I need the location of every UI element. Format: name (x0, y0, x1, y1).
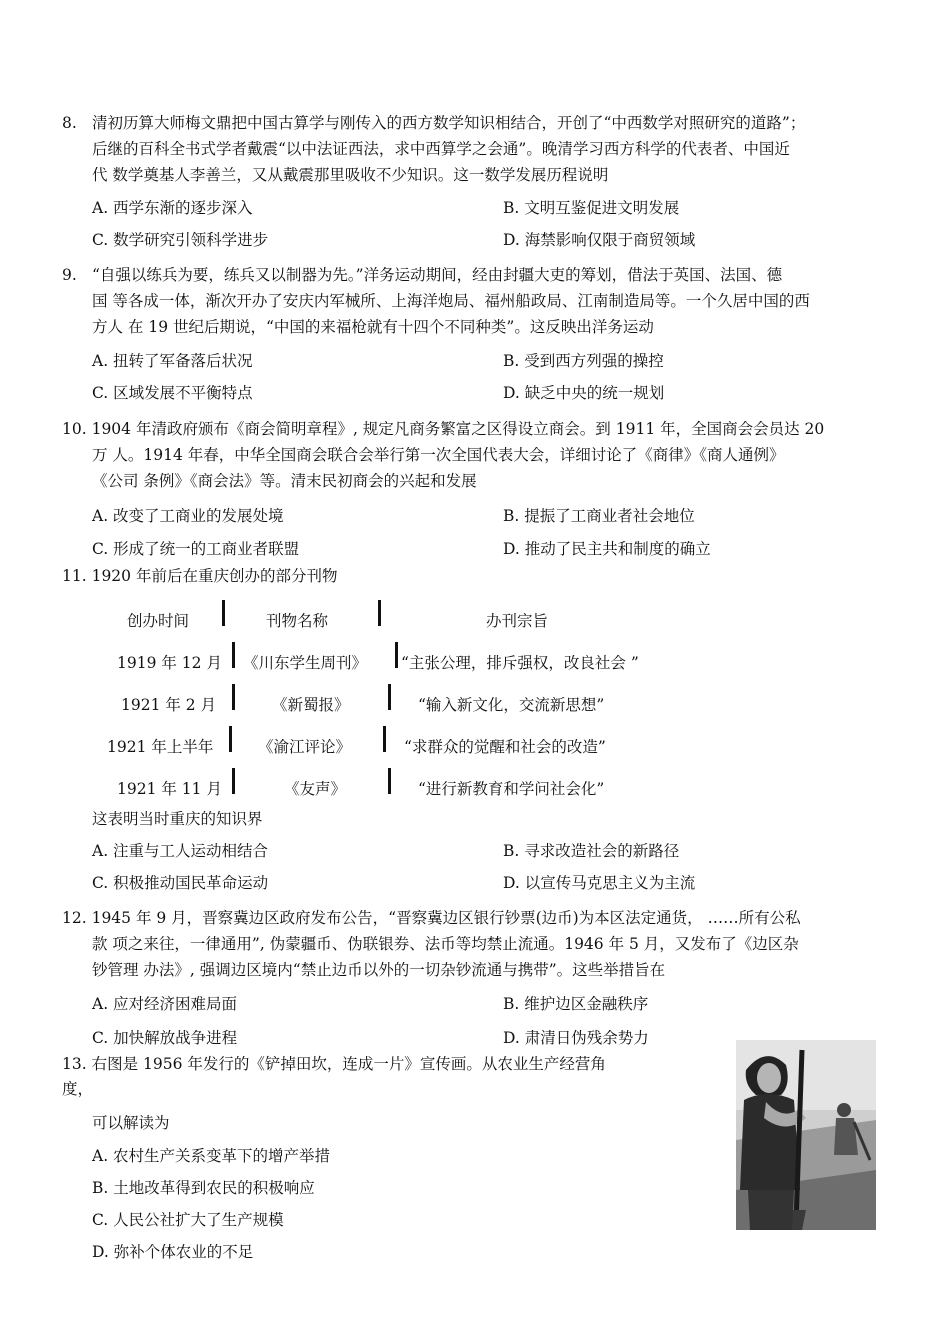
option-b[interactable]: B. 寻求改造社会的新路径 (503, 842, 680, 860)
stem-line: 代 数学奠基人李善兰，又从戴震那里吸收不少知识。这一数学发展历程说明 (92, 166, 609, 184)
option-b[interactable]: B. 土地改革得到农民的积极响应 (92, 1179, 315, 1197)
question-9 (62, 262, 892, 340)
question-12 (62, 905, 902, 983)
table-header-purpose: 办刊宗旨 (486, 612, 549, 630)
stem-line: 后继的百科全书式学者戴震“以中法证西法，求中西算学之会通”。晚清学习西方科学的代表者、中国近 (92, 140, 790, 158)
option-c[interactable]: C. 数学研究引领科学进步 (92, 231, 269, 249)
question-number: 8. (62, 114, 77, 132)
table-divider (229, 726, 232, 752)
table-divider (383, 726, 386, 752)
option-a[interactable]: A. 应对经济困难局面 (92, 995, 238, 1013)
stem-line: 方人 在 19 世纪后期说，“中国的来福枪就有十四个不同种类”。这反映出洋务运动 (92, 318, 654, 336)
option-d[interactable]: D. 缺乏中央的统一规划 (503, 384, 665, 402)
table-header-date: 创办时间 (127, 612, 190, 630)
table-cell-name: 《友声》 (284, 780, 347, 798)
table-cell-date: 1919 年 12 月 (117, 654, 222, 672)
table-cell-date: 1921 年上半年 (107, 738, 214, 756)
option-d[interactable]: D. 以宣传马克思主义为主流 (503, 874, 696, 892)
stem-line: 10. 1904 年清政府颁布《商会简明章程》, 规定凡商务繁富之区得设立商会。到 1911 年，全国商会会员达 20 (62, 420, 825, 438)
table-cell-purpose: “输入新文化，交流新思想” (418, 696, 605, 714)
table-cell-name: 《渝江评论》 (258, 738, 352, 756)
option-a[interactable]: A. 扭转了军备落后状况 (92, 352, 253, 370)
option-a[interactable]: A. 西学东渐的逐步深入 (92, 199, 253, 217)
table-divider (232, 642, 235, 668)
question-11-stem: 11. 1920 年前后在重庆创办的部分刊物 (62, 567, 338, 585)
stem-line: 12. 1945 年 9 月，晋察冀边区政府发布公告，“晋察冀边区银行钞票(边币)为本区法定通货， ……所有公私 (62, 909, 801, 927)
option-c[interactable]: C. 区域发展不平衡特点 (92, 384, 253, 402)
table-divider (395, 642, 398, 668)
table-cell-purpose: “求群众的觉醒和社会的改造” (404, 738, 606, 756)
propaganda-poster-image (736, 1040, 876, 1230)
question-11-conclusion: 这表明当时重庆的知识界 (92, 810, 263, 828)
option-b[interactable]: B. 提振了工商业者社会地位 (503, 507, 695, 525)
question-8 (62, 110, 892, 188)
table-divider (232, 684, 235, 710)
question-stem (62, 905, 902, 983)
option-c[interactable]: C. 加快解放战争进程 (92, 1029, 238, 1047)
table-cell-date: 1921 年 11 月 (117, 780, 222, 798)
table-cell-purpose: “主张公理，排斥强权，改良社会 ” (401, 654, 639, 672)
question-13-stem: 度， (62, 1080, 94, 1098)
table-divider (232, 768, 235, 794)
option-b[interactable]: B. 文明互鉴促进文明发展 (503, 199, 680, 217)
question-13-stem: 13. 右图是 1956 年发行的《铲掉田坎，连成一片》宣传画。从农业生产经营角 (62, 1055, 606, 1073)
question-stem (92, 262, 892, 340)
option-c[interactable]: C. 积极推动国民革命运动 (92, 874, 269, 892)
stem-line: 国 等各成一体，渐次开办了安庆内军械所、上海洋炮局、福州船政局、江南制造局等。一个久居中国的西 (92, 292, 810, 310)
stem-line: 款 项之来往，一律通用”, 伪蒙疆币、伪联银券、法币等均禁止流通。1946 年 5 月，又发布了《边区杂 (92, 935, 799, 953)
option-a[interactable]: A. 改变了工商业的发展处境 (92, 507, 284, 525)
stem-line: 清初历算大师梅文鼎把中国古算学与刚传入的西方数学知识相结合，开创了“中西数学对照研究的道路”； (92, 114, 806, 132)
question-stem (92, 110, 892, 188)
question-10 (62, 416, 892, 494)
option-d[interactable]: D. 肃清日伪残余势力 (503, 1029, 649, 1047)
table-cell-date: 1921 年 2 月 (121, 696, 217, 714)
option-a[interactable]: A. 农村生产关系变革下的增产举措 (92, 1147, 331, 1165)
stem-line: 万 人。1914 年春，中华全国商会联合会举行第一次全国代表大会，详细讨论了《商律》《商人通例》 (92, 446, 785, 464)
stem-line: 《公司 条例》《商会法》等。清末民初商会的兴起和发展 (92, 472, 477, 490)
table-cell-name: 《新蜀报》 (272, 696, 350, 714)
question-13-stem: 可以解读为 (92, 1114, 170, 1132)
table-cell-purpose: “进行新教育和学问社会化” (418, 780, 605, 798)
stem-line: “自强以练兵为要，练兵又以制器为先。”洋务运动期间，经由封疆大吏的筹划，借法于英国、法国、德 (92, 266, 783, 284)
table-divider (378, 600, 381, 626)
table-header-name: 刊物名称 (266, 612, 329, 630)
question-number: 9. (62, 266, 77, 284)
poster-illustration (736, 1040, 876, 1230)
table-divider (222, 600, 225, 626)
option-b[interactable]: B. 维护边区金融秩序 (503, 995, 649, 1013)
option-d[interactable]: D. 推动了民主共和制度的确立 (503, 540, 711, 558)
table-divider (388, 768, 391, 794)
stem-line: 钞管理 办法》, 强调边区境内“禁止边币以外的一切杂钞流通与携带”。这些举措旨在 (92, 961, 666, 979)
table-cell-name: 《川东学生周刊》 (243, 654, 368, 672)
question-stem (62, 416, 892, 494)
option-d[interactable]: D. 弥补个体农业的不足 (92, 1243, 254, 1261)
option-b[interactable]: B. 受到西方列强的操控 (503, 352, 664, 370)
option-c[interactable]: C. 形成了统一的工商业者联盟 (92, 540, 300, 558)
option-d[interactable]: D. 海禁影响仅限于商贸领域 (503, 231, 696, 249)
option-c[interactable]: C. 人民公社扩大了生产规模 (92, 1211, 284, 1229)
option-a[interactable]: A. 注重与工人运动相结合 (92, 842, 269, 860)
table-divider (388, 684, 391, 710)
